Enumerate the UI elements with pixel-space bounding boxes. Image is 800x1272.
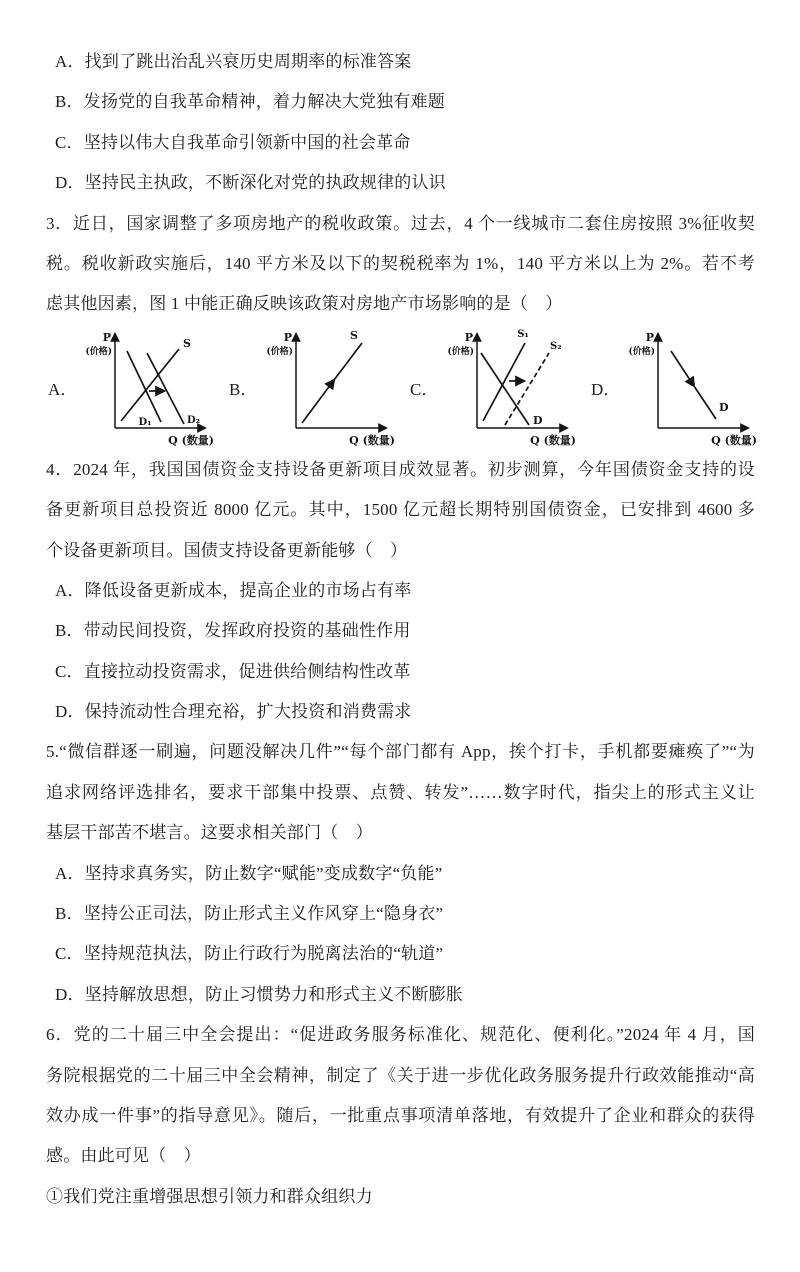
x-axis-label: Q (数量): [711, 433, 757, 447]
q5-line-3: 基层干部苦不堪言。这要求相关部门（ ）: [46, 823, 373, 843]
q4-option-b: B．带动民间投资，发挥政府投资的基础性作用: [55, 621, 411, 641]
x-axis-label: Q (数量): [168, 433, 214, 447]
q6-line-2: 务院根据党的二十届三中全会精神，制定了《关于进一步优化政务服务提升行政效能推动“高: [46, 1065, 755, 1085]
demand-curve-2: [147, 353, 184, 424]
y-axis-label: P: [464, 330, 473, 344]
demand-curve-1: [127, 351, 161, 422]
q2-option-d: D．坚持民主执政，不断深化对党的执政规律的认识: [55, 173, 446, 193]
q6-line-1: 6．党的二十届三中全会提出：“促进政务服务标准化、规范化、便利化。”2024 年 4 月，国: [46, 1025, 755, 1045]
supply-label: S: [350, 328, 358, 342]
supply2-label: S₂: [550, 340, 562, 352]
q5-option-d: D．坚持解放思想，防止习惯势力和形式主义不断膨胀: [55, 984, 464, 1004]
demand2-label: D₂: [187, 414, 201, 426]
figure-option-c: [410, 325, 578, 450]
q4-option-d: D．保持流动性合理充裕，扩大投资和消费需求: [55, 702, 412, 722]
figure-b-label: B．: [229, 379, 258, 399]
q5-line-1: 5.“微信群逐一刷遍，问题没解决几件”“每个部门都有 App，挨个打卡，手机都要瘫痪了”“为: [46, 742, 755, 762]
q4-option-a: A．降低设备更新成本，提高企业的市场占有率: [55, 580, 412, 600]
q6-statement-1: ①我们党注重增强思想引领力和群众组织力: [46, 1186, 373, 1206]
q3-figure-row: [48, 325, 755, 450]
supply1-label: S₁: [517, 328, 529, 340]
y-axis-sublabel: (价格): [447, 346, 474, 357]
figure-a-label: A．: [48, 379, 78, 399]
figure-option-d: [591, 325, 759, 450]
supply-demand-chart-b: [262, 325, 397, 450]
q4-option-c: C．直接拉动投资需求，促进供给侧结构性改革: [55, 661, 411, 681]
q4-line-1: 4．2024 年，我国国债资金支持设备更新项目成效显著。初步测算，今年国债资金支持的设: [46, 459, 755, 479]
demand-curve: [481, 353, 529, 425]
q3-line-2: 税。税收新政实施后，140 平方米及以下的契税税率为 1%，140 平方米以上为 2%。若不考: [46, 253, 755, 273]
q6-line-4: 感。由此可见（ ）: [46, 1146, 201, 1166]
q6-line-3: 效办成一件事”的指导意见》。随后，一批重点事项清单落地，有效提升了企业和群众的获得: [46, 1105, 755, 1125]
q2-option-b: B．发扬党的自我革命精神，着力解决大党独有难题: [55, 92, 445, 112]
q5-option-c: C．坚持规范执法，防止行政行为脱离法治的“轨道”: [55, 944, 444, 964]
y-axis-label: P: [283, 330, 292, 344]
demand-curve-arrow: [671, 351, 694, 386]
y-axis-label: P: [645, 330, 654, 344]
q2-option-a: A．找到了跳出治乱兴衰历史周期率的标准答案: [55, 52, 412, 71]
supply-curve-arrow: [302, 380, 334, 423]
q2-option-c: C．坚持以伟大自我革命引领新中国的社会革命: [55, 132, 411, 152]
supply-demand-chart-a: [81, 325, 216, 450]
supply-curve: [334, 343, 362, 380]
x-axis-label: Q (数量): [530, 433, 576, 447]
supply-demand-chart-d: [624, 325, 759, 450]
supply-demand-chart-c: [443, 325, 578, 450]
q3-line-3: 虑其他因素，图 1 中能正确反映该政策对房地产市场影响的是（ ）: [46, 294, 563, 314]
figure-option-b: [229, 325, 397, 450]
y-axis-sublabel: (价格): [85, 346, 112, 357]
demand-label: D: [533, 413, 543, 427]
demand-label: D: [719, 400, 729, 414]
q5-option-a: A．坚持求真务实，防止数字“赋能”变成数字“负能”: [55, 863, 443, 883]
supply-label: S: [183, 336, 191, 350]
q4-line-2: 备更新项目总投资近 8000 亿元。其中，1500 亿元超长期特别国债资金，已安排到 4600 多: [46, 500, 755, 520]
demand1-label: D₁: [138, 416, 152, 428]
q3-line-1: 3．近日，国家调整了多项房地产的税收政策。过去，4 个一线城市二套住房按照 3%征收契: [46, 213, 755, 233]
y-axis-sublabel: (价格): [266, 346, 293, 357]
y-axis-label: P: [102, 330, 111, 344]
demand-curve: [694, 386, 716, 419]
y-axis-sublabel: (价格): [628, 346, 655, 357]
q5-line-2: 追求网络评选排名，要求干部集中投票、点赞、转发”……数字时代，指尖上的形式主义让: [46, 782, 755, 802]
x-axis-label: Q (数量): [349, 433, 395, 447]
q5-option-b: B．坚持公正司法，防止形式主义作风穿上“隐身衣”: [55, 904, 444, 924]
figure-c-label: C．: [410, 379, 439, 399]
figure-option-a: [48, 325, 216, 450]
q4-line-3: 个设备更新项目。国债支持设备更新能够（ ）: [46, 540, 408, 560]
figure-d-label: D．: [591, 379, 621, 399]
